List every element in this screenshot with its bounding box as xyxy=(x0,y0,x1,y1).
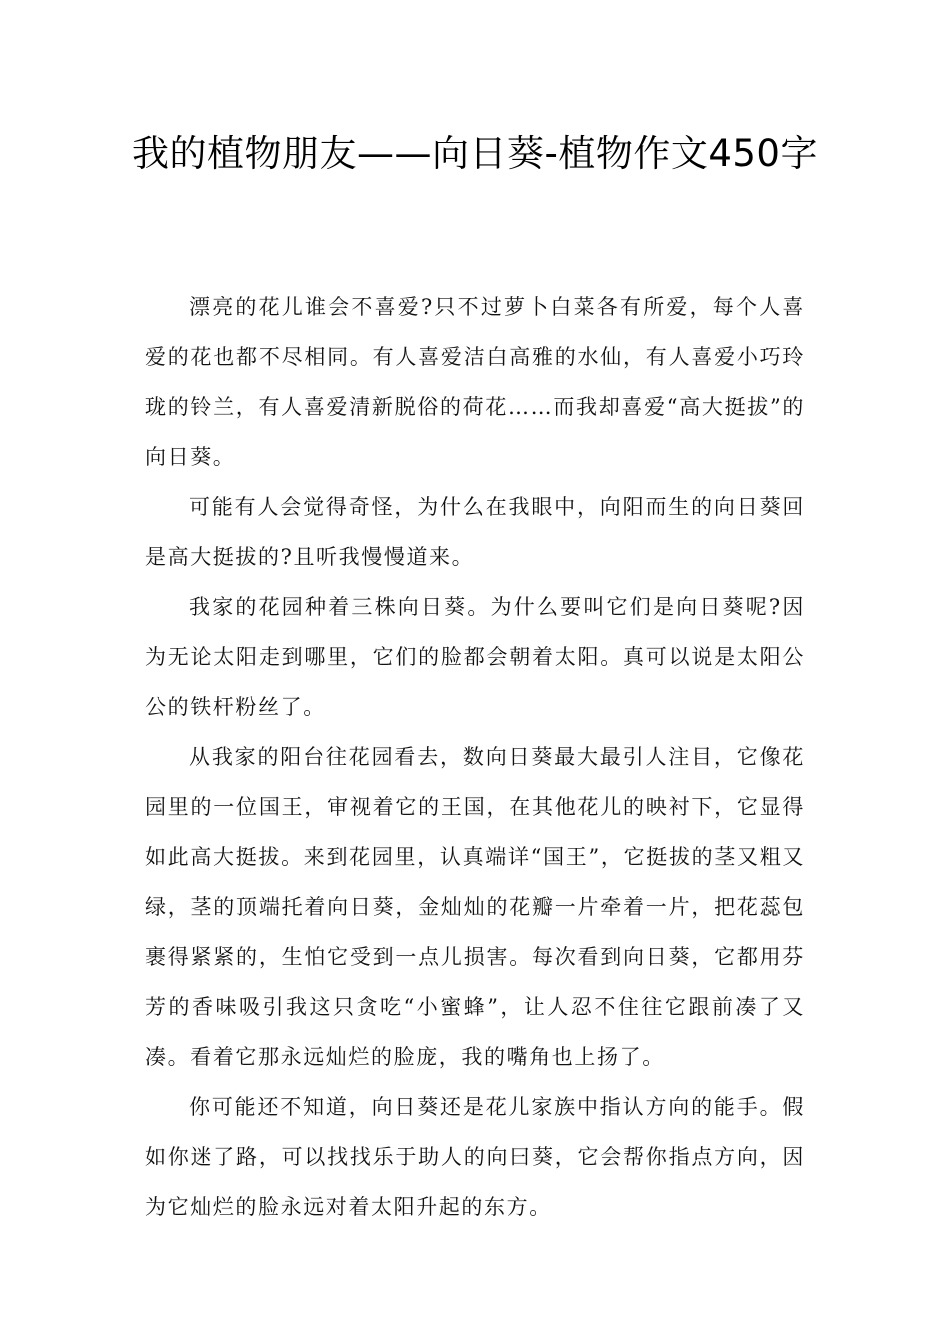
paragraph-2: 可能有人会觉得奇怪，为什么在我眼中，向阳而生的向日葵回是高大挺拔的?且听我慢慢道来。 xyxy=(145,495,805,569)
paragraph-1: 漂亮的花儿谁会不喜爱?只不过萝卜白菜各有所爱，每个人喜爱的花也都不尽相同。有人喜爱洁白高雅的水仙，有人喜爱小巧玲珑的铃兰，有人喜爱清新脱俗的荷花……而我却喜爱“高大挺拔”的向日葵。 xyxy=(145,295,805,469)
document-title: 我的植物朋友——向日葵-植物作文450字 xyxy=(132,132,818,175)
paragraph-5: 你可能还不知道，向日葵还是花儿家族中指认方向的能手。假如你迷了路，可以找找乐于助人的向曰葵，它会帮你指点方向，因为它灿烂的脸永远对着太阳升起的东方。 xyxy=(145,1095,805,1219)
paragraph-3: 我家的花园种着三株向日葵。为什么要叫它们是向日葵呢?因为无论太阳走到哪里，它们的脸都会朝着太阳。真可以说是太阳公公的铁杆粉丝了。 xyxy=(145,595,805,719)
essay-body xyxy=(145,282,805,1232)
paragraph-4: 从我家的阳台往花园看去，数向日葵最大最引人注目，它像花园里的一位国王，审视着它的王国，在其他花儿的映衬下，它显得如此高大挺拔。来到花园里，认真端详“国王”，它挺拔的茎又粗又绿，茎的顶端托着向日葵，金灿灿的花瓣一片牵着一片，把花蕊包裹得紧紧的，生怕它受到一点儿损害。每次看到向日葵，它都用芬芳的香味吸引我这只贪吃“小蜜蜂”，让人忍不住往它跟前凑了又凑。看着它那永远灿烂的脸庞，我的嘴角也上扬了。 xyxy=(145,745,805,1069)
